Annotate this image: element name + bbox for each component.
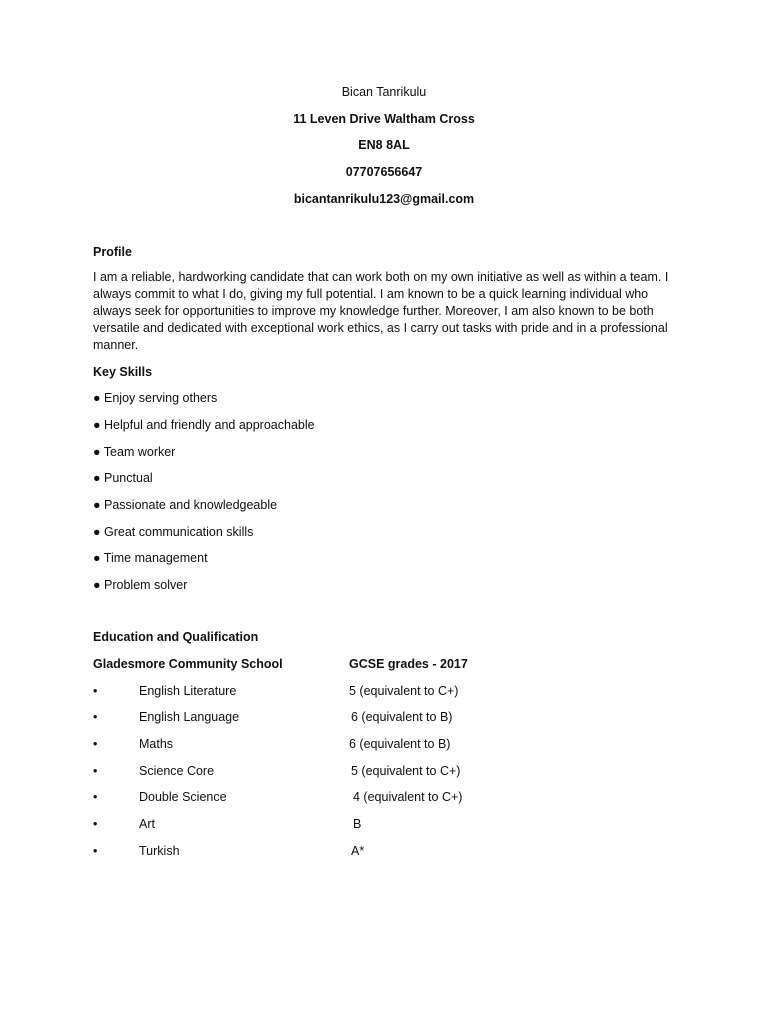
grade-bullet: • <box>93 817 98 831</box>
skill-item: ● Time management <box>93 551 208 565</box>
skill-item: ● Great communication skills <box>93 525 254 539</box>
key-skills-heading: Key Skills <box>93 365 153 379</box>
grade-bullet: • <box>93 844 98 858</box>
grade-bullet: • <box>93 764 98 778</box>
skill-item: ● Punctual <box>93 471 153 485</box>
grade-value: B <box>353 817 362 831</box>
grade-subject: Maths <box>139 737 174 751</box>
grade-value: 5 (equivalent to C+) <box>351 764 461 778</box>
grade-value: 5 (equivalent to C+) <box>349 684 459 698</box>
skill-item: ● Team worker <box>93 445 176 459</box>
education-heading: Education and Qualification <box>93 630 259 644</box>
grade-value: 4 (equivalent to C+) <box>353 790 463 804</box>
grade-bullet: • <box>93 684 98 698</box>
grade-subject: English Language <box>139 710 240 724</box>
skill-item: ● Passionate and knowledgeable <box>93 498 278 512</box>
skill-item: ● Enjoy serving others <box>93 391 218 405</box>
postcode-line: EN8 8AL <box>358 138 410 152</box>
phone-line: 07707656647 <box>345 165 423 179</box>
grade-subject: Double Science <box>139 790 227 804</box>
grade-value: 6 (equivalent to B) <box>349 737 451 751</box>
grade-bullet: • <box>93 790 98 804</box>
profile-heading: Profile <box>93 245 132 259</box>
grade-value: 6 (equivalent to B) <box>351 710 453 724</box>
candidate-name: Bican Tanrikulu <box>341 85 427 99</box>
grade-value: A* <box>351 844 365 858</box>
grade-bullet: • <box>93 737 98 751</box>
grade-subject: Art <box>139 817 155 831</box>
address-line: 11 Leven Drive Waltham Cross <box>293 112 475 126</box>
grade-bullet: • <box>93 710 98 724</box>
skill-item: ● Helpful and friendly and approachable <box>93 418 315 432</box>
grade-subject: Turkish <box>139 844 180 858</box>
email-line: bicantanrikulu123@gmail.com <box>293 192 475 206</box>
gcse-grades-heading: GCSE grades - 2017 <box>349 657 468 671</box>
skill-item: ● Problem solver <box>93 578 188 592</box>
school-name: Gladesmore Community School <box>93 657 283 671</box>
profile-paragraph: I am a reliable, hardworking candidate that can work both on my own initiative as well as within a team. I always commit to what I do, giving my full potential. I am known to be a quick learning individual who always seek for opportunities to improve my knowledge further. Moreover, I am also known to be both versatile and dedicated with exceptional work ethics, as I carry out tasks with pride and in a professional manner. <box>93 270 669 352</box>
grade-subject: English Literature <box>139 684 237 698</box>
grade-subject: Science Core <box>139 764 215 778</box>
